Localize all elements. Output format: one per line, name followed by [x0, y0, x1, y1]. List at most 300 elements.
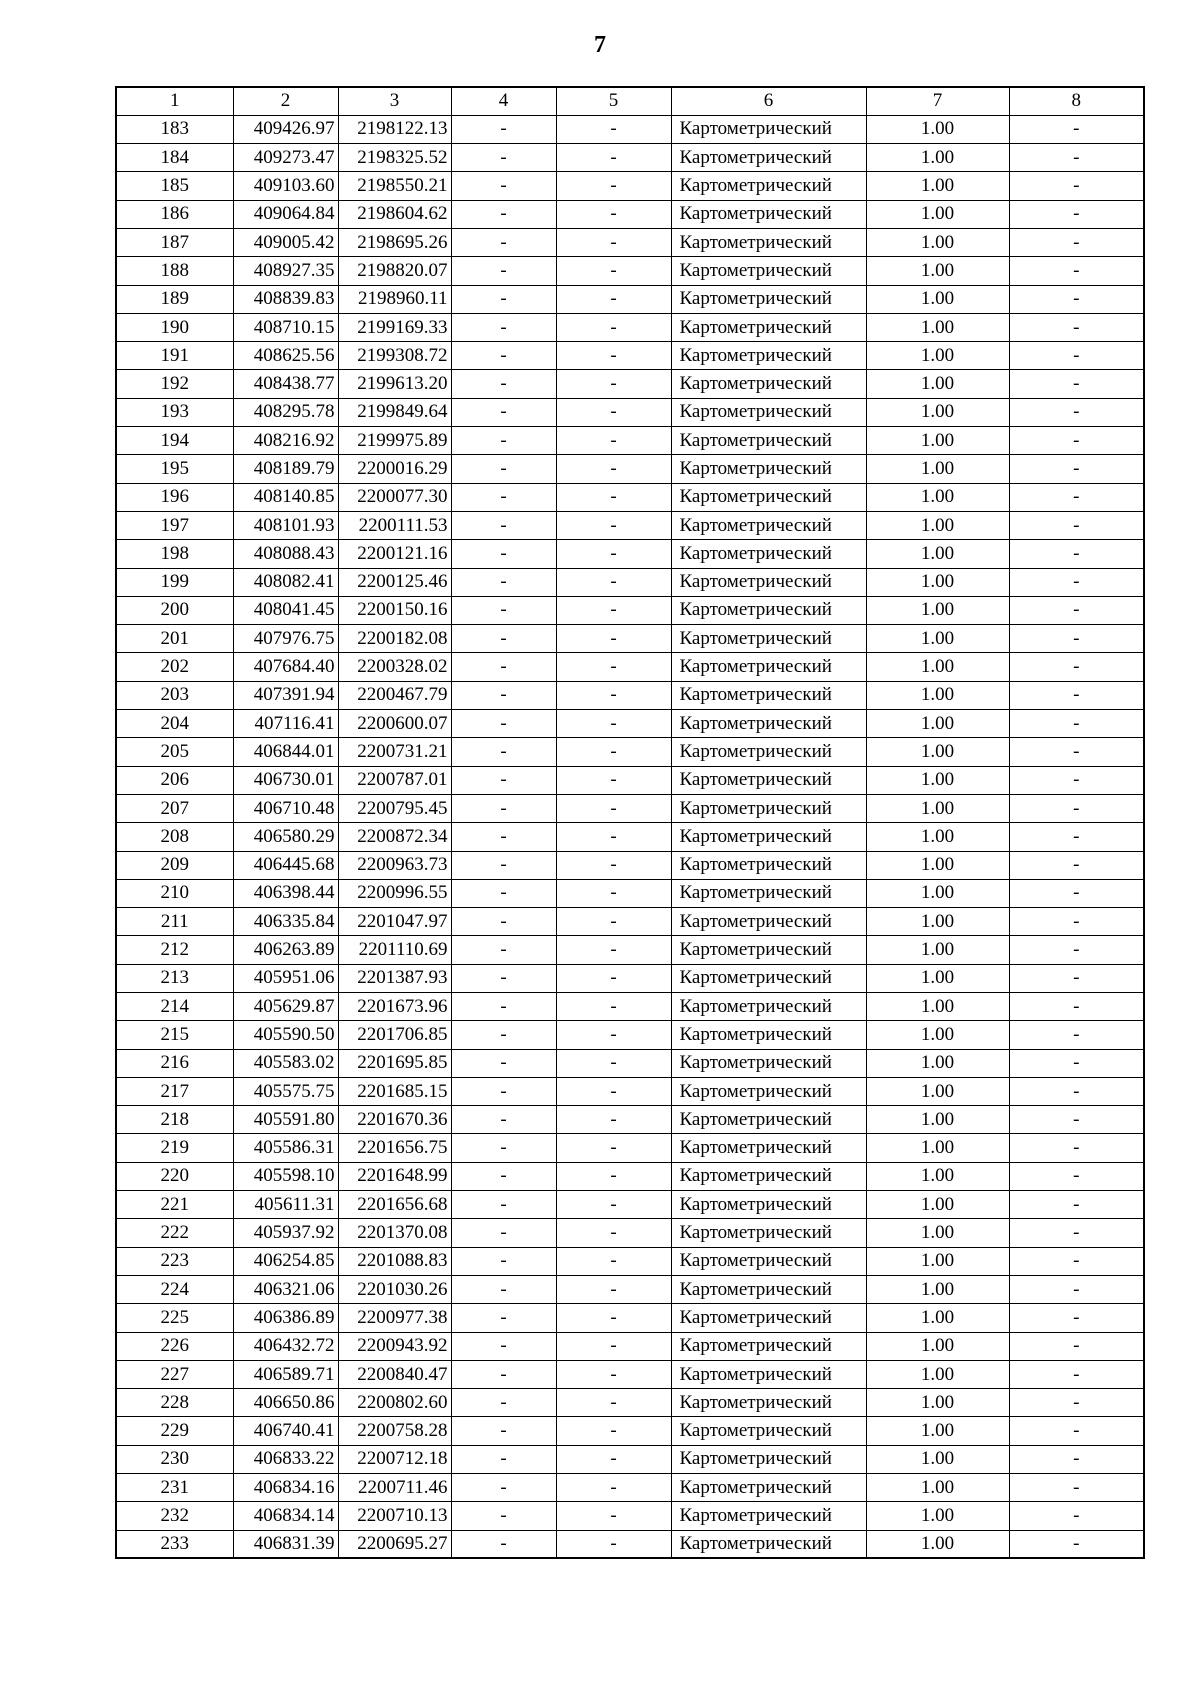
col5-cell: - — [556, 738, 671, 766]
table-row — [116, 1389, 1144, 1417]
header-cell: 8 — [1009, 87, 1144, 115]
x-coordinate-cell: 406589.71 — [233, 1360, 338, 1388]
method-cell: Картометрический — [671, 511, 866, 539]
point-number-cell: 184 — [116, 144, 233, 172]
x-coordinate-cell: 406740.41 — [233, 1417, 338, 1445]
accuracy-cell: 1.00 — [866, 483, 1009, 511]
y-coordinate-cell: 2200467.79 — [338, 681, 451, 709]
table-row — [116, 172, 1144, 200]
col4-cell: - — [451, 1275, 556, 1303]
accuracy-cell: 1.00 — [866, 1304, 1009, 1332]
col8-cell: - — [1009, 455, 1144, 483]
accuracy-cell: 1.00 — [866, 313, 1009, 341]
accuracy-cell: 1.00 — [866, 653, 1009, 681]
col4-cell: - — [451, 427, 556, 455]
col5-cell: - — [556, 483, 671, 511]
method-cell: Картометрический — [671, 144, 866, 172]
point-number-cell: 203 — [116, 681, 233, 709]
point-number-cell: 228 — [116, 1389, 233, 1417]
x-coordinate-cell: 409005.42 — [233, 228, 338, 256]
col5-cell: - — [556, 1502, 671, 1530]
method-cell: Картометрический — [671, 200, 866, 228]
col5-cell: - — [556, 144, 671, 172]
x-coordinate-cell: 405629.87 — [233, 993, 338, 1021]
y-coordinate-cell: 2200600.07 — [338, 710, 451, 738]
accuracy-cell: 1.00 — [866, 1360, 1009, 1388]
table-row — [116, 568, 1144, 596]
col8-cell: - — [1009, 1360, 1144, 1388]
method-cell: Картометрический — [671, 1360, 866, 1388]
col4-cell: - — [451, 1389, 556, 1417]
col5-cell: - — [556, 1247, 671, 1275]
col4-cell: - — [451, 483, 556, 511]
col4-cell: - — [451, 540, 556, 568]
col8-cell: - — [1009, 823, 1144, 851]
accuracy-cell: 1.00 — [866, 115, 1009, 143]
method-cell: Картометрический — [671, 1445, 866, 1473]
x-coordinate-cell: 408041.45 — [233, 596, 338, 624]
method-cell: Картометрический — [671, 625, 866, 653]
x-coordinate-cell: 406386.89 — [233, 1304, 338, 1332]
header-cell: 6 — [671, 87, 866, 115]
table-body — [116, 115, 1144, 1558]
col8-cell: - — [1009, 200, 1144, 228]
coordinates-table — [115, 86, 1145, 1559]
table-row — [116, 879, 1144, 907]
accuracy-cell: 1.00 — [866, 851, 1009, 879]
y-coordinate-cell: 2201047.97 — [338, 908, 451, 936]
accuracy-cell: 1.00 — [866, 1417, 1009, 1445]
point-number-cell: 204 — [116, 710, 233, 738]
method-cell: Картометрический — [671, 313, 866, 341]
col8-cell: - — [1009, 313, 1144, 341]
table-row — [116, 681, 1144, 709]
method-cell: Картометрический — [671, 1275, 866, 1303]
accuracy-cell: 1.00 — [866, 455, 1009, 483]
y-coordinate-cell: 2199613.20 — [338, 370, 451, 398]
accuracy-cell: 1.00 — [866, 370, 1009, 398]
point-number-cell: 223 — [116, 1247, 233, 1275]
method-cell: Картометрический — [671, 879, 866, 907]
y-coordinate-cell: 2200977.38 — [338, 1304, 451, 1332]
col8-cell: - — [1009, 483, 1144, 511]
x-coordinate-cell: 408082.41 — [233, 568, 338, 596]
col8-cell: - — [1009, 1530, 1144, 1558]
method-cell: Картометрический — [671, 1077, 866, 1105]
y-coordinate-cell: 2200710.13 — [338, 1502, 451, 1530]
col4-cell: - — [451, 1502, 556, 1530]
y-coordinate-cell: 2200943.92 — [338, 1332, 451, 1360]
method-cell: Картометрический — [671, 342, 866, 370]
method-cell: Картометрический — [671, 455, 866, 483]
accuracy-cell: 1.00 — [866, 908, 1009, 936]
y-coordinate-cell: 2200963.73 — [338, 851, 451, 879]
col4-cell: - — [451, 1049, 556, 1077]
col4-cell: - — [451, 823, 556, 851]
x-coordinate-cell: 406831.39 — [233, 1530, 338, 1558]
point-number-cell: 193 — [116, 398, 233, 426]
table-row — [116, 851, 1144, 879]
col5-cell: - — [556, 1134, 671, 1162]
point-number-cell: 225 — [116, 1304, 233, 1332]
x-coordinate-cell: 405937.92 — [233, 1219, 338, 1247]
method-cell: Картометрический — [671, 483, 866, 511]
point-number-cell: 199 — [116, 568, 233, 596]
table-row — [116, 653, 1144, 681]
y-coordinate-cell: 2200840.47 — [338, 1360, 451, 1388]
x-coordinate-cell: 406710.48 — [233, 794, 338, 822]
x-coordinate-cell: 407116.41 — [233, 710, 338, 738]
accuracy-cell: 1.00 — [866, 936, 1009, 964]
page-number: 7 — [594, 32, 606, 58]
x-coordinate-cell: 405598.10 — [233, 1162, 338, 1190]
method-cell: Картометрический — [671, 964, 866, 992]
col8-cell: - — [1009, 1389, 1144, 1417]
table-row — [116, 596, 1144, 624]
col4-cell: - — [451, 1332, 556, 1360]
x-coordinate-cell: 406834.16 — [233, 1474, 338, 1502]
point-number-cell: 220 — [116, 1162, 233, 1190]
col4-cell: - — [451, 1304, 556, 1332]
point-number-cell: 221 — [116, 1191, 233, 1219]
x-coordinate-cell: 407976.75 — [233, 625, 338, 653]
point-number-cell: 201 — [116, 625, 233, 653]
y-coordinate-cell: 2200787.01 — [338, 766, 451, 794]
col8-cell: - — [1009, 1275, 1144, 1303]
y-coordinate-cell: 2200712.18 — [338, 1445, 451, 1473]
col5-cell: - — [556, 993, 671, 1021]
point-number-cell: 218 — [116, 1106, 233, 1134]
col8-cell: - — [1009, 936, 1144, 964]
x-coordinate-cell: 409103.60 — [233, 172, 338, 200]
method-cell: Картометрический — [671, 1219, 866, 1247]
col4-cell: - — [451, 1021, 556, 1049]
col4-cell: - — [451, 144, 556, 172]
col4-cell: - — [451, 1445, 556, 1473]
col5-cell: - — [556, 172, 671, 200]
table-row — [116, 738, 1144, 766]
col5-cell: - — [556, 681, 671, 709]
col5-cell: - — [556, 511, 671, 539]
col8-cell: - — [1009, 625, 1144, 653]
accuracy-cell: 1.00 — [866, 228, 1009, 256]
header-cell: 3 — [338, 87, 451, 115]
table-row — [116, 313, 1144, 341]
y-coordinate-cell: 2198695.26 — [338, 228, 451, 256]
accuracy-cell: 1.00 — [866, 398, 1009, 426]
y-coordinate-cell: 2198122.13 — [338, 115, 451, 143]
point-number-cell: 202 — [116, 653, 233, 681]
col8-cell: - — [1009, 1502, 1144, 1530]
point-number-cell: 217 — [116, 1077, 233, 1105]
col4-cell: - — [451, 710, 556, 738]
col4-cell: - — [451, 653, 556, 681]
col8-cell: - — [1009, 568, 1144, 596]
accuracy-cell: 1.00 — [866, 964, 1009, 992]
y-coordinate-cell: 2200125.46 — [338, 568, 451, 596]
col4-cell: - — [451, 455, 556, 483]
y-coordinate-cell: 2201656.68 — [338, 1191, 451, 1219]
method-cell: Картометрический — [671, 1474, 866, 1502]
col5-cell: - — [556, 257, 671, 285]
x-coordinate-cell: 408189.79 — [233, 455, 338, 483]
col8-cell: - — [1009, 993, 1144, 1021]
x-coordinate-cell: 405586.31 — [233, 1134, 338, 1162]
table-row — [116, 1332, 1144, 1360]
x-coordinate-cell: 405611.31 — [233, 1191, 338, 1219]
accuracy-cell: 1.00 — [866, 1077, 1009, 1105]
col4-cell: - — [451, 285, 556, 313]
y-coordinate-cell: 2200731.21 — [338, 738, 451, 766]
table-row — [116, 1191, 1144, 1219]
col4-cell: - — [451, 936, 556, 964]
method-cell: Картометрический — [671, 1304, 866, 1332]
y-coordinate-cell: 2200182.08 — [338, 625, 451, 653]
col5-cell: - — [556, 540, 671, 568]
point-number-cell: 207 — [116, 794, 233, 822]
table-row — [116, 540, 1144, 568]
method-cell: Картометрический — [671, 766, 866, 794]
method-cell: Картометрический — [671, 1332, 866, 1360]
col5-cell: - — [556, 342, 671, 370]
col4-cell: - — [451, 1134, 556, 1162]
x-coordinate-cell: 405583.02 — [233, 1049, 338, 1077]
y-coordinate-cell: 2201030.26 — [338, 1275, 451, 1303]
y-coordinate-cell: 2201110.69 — [338, 936, 451, 964]
table-row — [116, 455, 1144, 483]
accuracy-cell: 1.00 — [866, 1219, 1009, 1247]
col5-cell: - — [556, 370, 671, 398]
y-coordinate-cell: 2200802.60 — [338, 1389, 451, 1417]
x-coordinate-cell: 409064.84 — [233, 200, 338, 228]
y-coordinate-cell: 2199849.64 — [338, 398, 451, 426]
y-coordinate-cell: 2200872.34 — [338, 823, 451, 851]
method-cell: Картометрический — [671, 1049, 866, 1077]
x-coordinate-cell: 407391.94 — [233, 681, 338, 709]
x-coordinate-cell: 409273.47 — [233, 144, 338, 172]
point-number-cell: 233 — [116, 1530, 233, 1558]
y-coordinate-cell: 2201706.85 — [338, 1021, 451, 1049]
accuracy-cell: 1.00 — [866, 144, 1009, 172]
point-number-cell: 211 — [116, 908, 233, 936]
col4-cell: - — [451, 1417, 556, 1445]
point-number-cell: 213 — [116, 964, 233, 992]
col4-cell: - — [451, 879, 556, 907]
y-coordinate-cell: 2201387.93 — [338, 964, 451, 992]
y-coordinate-cell: 2200077.30 — [338, 483, 451, 511]
y-coordinate-cell: 2201670.36 — [338, 1106, 451, 1134]
accuracy-cell: 1.00 — [866, 540, 1009, 568]
method-cell: Картометрический — [671, 1021, 866, 1049]
col4-cell: - — [451, 228, 556, 256]
method-cell: Картометрический — [671, 115, 866, 143]
point-number-cell: 187 — [116, 228, 233, 256]
x-coordinate-cell: 406650.86 — [233, 1389, 338, 1417]
method-cell: Картометрический — [671, 936, 866, 964]
col5-cell: - — [556, 1360, 671, 1388]
col4-cell: - — [451, 1474, 556, 1502]
point-number-cell: 227 — [116, 1360, 233, 1388]
col8-cell: - — [1009, 794, 1144, 822]
col5-cell: - — [556, 427, 671, 455]
accuracy-cell: 1.00 — [866, 172, 1009, 200]
col8-cell: - — [1009, 710, 1144, 738]
col8-cell: - — [1009, 398, 1144, 426]
x-coordinate-cell: 406580.29 — [233, 823, 338, 851]
col5-cell: - — [556, 823, 671, 851]
table-row — [116, 1219, 1144, 1247]
point-number-cell: 229 — [116, 1417, 233, 1445]
table-row — [116, 1077, 1144, 1105]
y-coordinate-cell: 2201648.99 — [338, 1162, 451, 1190]
table-row — [116, 766, 1144, 794]
x-coordinate-cell: 406254.85 — [233, 1247, 338, 1275]
col8-cell: - — [1009, 738, 1144, 766]
x-coordinate-cell: 405590.50 — [233, 1021, 338, 1049]
col5-cell: - — [556, 1389, 671, 1417]
x-coordinate-cell: 408710.15 — [233, 313, 338, 341]
col4-cell: - — [451, 1530, 556, 1558]
method-cell: Картометрический — [671, 1247, 866, 1275]
table-row — [116, 370, 1144, 398]
table-row — [116, 115, 1144, 143]
point-number-cell: 210 — [116, 879, 233, 907]
method-cell: Картометрический — [671, 1530, 866, 1558]
col5-cell: - — [556, 200, 671, 228]
table-row — [116, 228, 1144, 256]
point-number-cell: 215 — [116, 1021, 233, 1049]
x-coordinate-cell: 406833.22 — [233, 1445, 338, 1473]
table-row — [116, 285, 1144, 313]
table-row — [116, 1134, 1144, 1162]
table-row — [116, 1417, 1144, 1445]
col8-cell: - — [1009, 342, 1144, 370]
table-row — [116, 511, 1144, 539]
accuracy-cell: 1.00 — [866, 1275, 1009, 1303]
table-row — [116, 794, 1144, 822]
col4-cell: - — [451, 511, 556, 539]
point-number-cell: 231 — [116, 1474, 233, 1502]
accuracy-cell: 1.00 — [866, 1021, 1009, 1049]
col4-cell: - — [451, 1191, 556, 1219]
table-row — [116, 1530, 1144, 1558]
col8-cell: - — [1009, 964, 1144, 992]
y-coordinate-cell: 2198325.52 — [338, 144, 451, 172]
y-coordinate-cell: 2200996.55 — [338, 879, 451, 907]
x-coordinate-cell: 408101.93 — [233, 511, 338, 539]
accuracy-cell: 1.00 — [866, 1389, 1009, 1417]
col4-cell: - — [451, 1247, 556, 1275]
point-number-cell: 190 — [116, 313, 233, 341]
header-cell: 2 — [233, 87, 338, 115]
col8-cell: - — [1009, 1162, 1144, 1190]
table-row — [116, 625, 1144, 653]
point-number-cell: 222 — [116, 1219, 233, 1247]
method-cell: Картометрический — [671, 1417, 866, 1445]
accuracy-cell: 1.00 — [866, 1474, 1009, 1502]
col8-cell: - — [1009, 257, 1144, 285]
point-number-cell: 194 — [116, 427, 233, 455]
x-coordinate-cell: 406432.72 — [233, 1332, 338, 1360]
point-number-cell: 200 — [116, 596, 233, 624]
accuracy-cell: 1.00 — [866, 1445, 1009, 1473]
col5-cell: - — [556, 936, 671, 964]
method-cell: Картометрический — [671, 1106, 866, 1134]
col5-cell: - — [556, 766, 671, 794]
col4-cell: - — [451, 257, 556, 285]
point-number-cell: 212 — [116, 936, 233, 964]
method-cell: Картометрический — [671, 993, 866, 1021]
accuracy-cell: 1.00 — [866, 879, 1009, 907]
col8-cell: - — [1009, 172, 1144, 200]
col5-cell: - — [556, 1332, 671, 1360]
table-row — [116, 1445, 1144, 1473]
col8-cell: - — [1009, 427, 1144, 455]
table-row — [116, 398, 1144, 426]
accuracy-cell: 1.00 — [866, 427, 1009, 455]
col8-cell: - — [1009, 1304, 1144, 1332]
y-coordinate-cell: 2201695.85 — [338, 1049, 451, 1077]
col4-cell: - — [451, 172, 556, 200]
table-row — [116, 908, 1144, 936]
x-coordinate-cell: 408140.85 — [233, 483, 338, 511]
method-cell: Картометрический — [671, 1134, 866, 1162]
col8-cell: - — [1009, 766, 1144, 794]
x-coordinate-cell: 409426.97 — [233, 115, 338, 143]
point-number-cell: 191 — [116, 342, 233, 370]
col5-cell: - — [556, 625, 671, 653]
y-coordinate-cell: 2200795.45 — [338, 794, 451, 822]
col8-cell: - — [1009, 1021, 1144, 1049]
col5-cell: - — [556, 1191, 671, 1219]
point-number-cell: 219 — [116, 1134, 233, 1162]
method-cell: Картометрический — [671, 1389, 866, 1417]
col5-cell: - — [556, 1219, 671, 1247]
point-number-cell: 185 — [116, 172, 233, 200]
col8-cell: - — [1009, 653, 1144, 681]
x-coordinate-cell: 408839.83 — [233, 285, 338, 313]
col4-cell: - — [451, 200, 556, 228]
col5-cell: - — [556, 115, 671, 143]
point-number-cell: 197 — [116, 511, 233, 539]
table-row — [116, 1360, 1144, 1388]
method-cell: Картометрический — [671, 681, 866, 709]
accuracy-cell: 1.00 — [866, 1134, 1009, 1162]
col8-cell: - — [1009, 1247, 1144, 1275]
point-number-cell: 188 — [116, 257, 233, 285]
col4-cell: - — [451, 681, 556, 709]
x-coordinate-cell: 406834.14 — [233, 1502, 338, 1530]
col8-cell: - — [1009, 681, 1144, 709]
method-cell: Картометрический — [671, 398, 866, 426]
point-number-cell: 232 — [116, 1502, 233, 1530]
method-cell: Картометрический — [671, 228, 866, 256]
header-cell: 4 — [451, 87, 556, 115]
col5-cell: - — [556, 794, 671, 822]
y-coordinate-cell: 2200150.16 — [338, 596, 451, 624]
col4-cell: - — [451, 370, 556, 398]
col4-cell: - — [451, 1219, 556, 1247]
col5-cell: - — [556, 1275, 671, 1303]
col8-cell: - — [1009, 1474, 1144, 1502]
col8-cell: - — [1009, 1049, 1144, 1077]
table-row — [116, 200, 1144, 228]
col5-cell: - — [556, 1445, 671, 1473]
col8-cell: - — [1009, 511, 1144, 539]
y-coordinate-cell: 2200758.28 — [338, 1417, 451, 1445]
col8-cell: - — [1009, 144, 1144, 172]
accuracy-cell: 1.00 — [866, 1502, 1009, 1530]
